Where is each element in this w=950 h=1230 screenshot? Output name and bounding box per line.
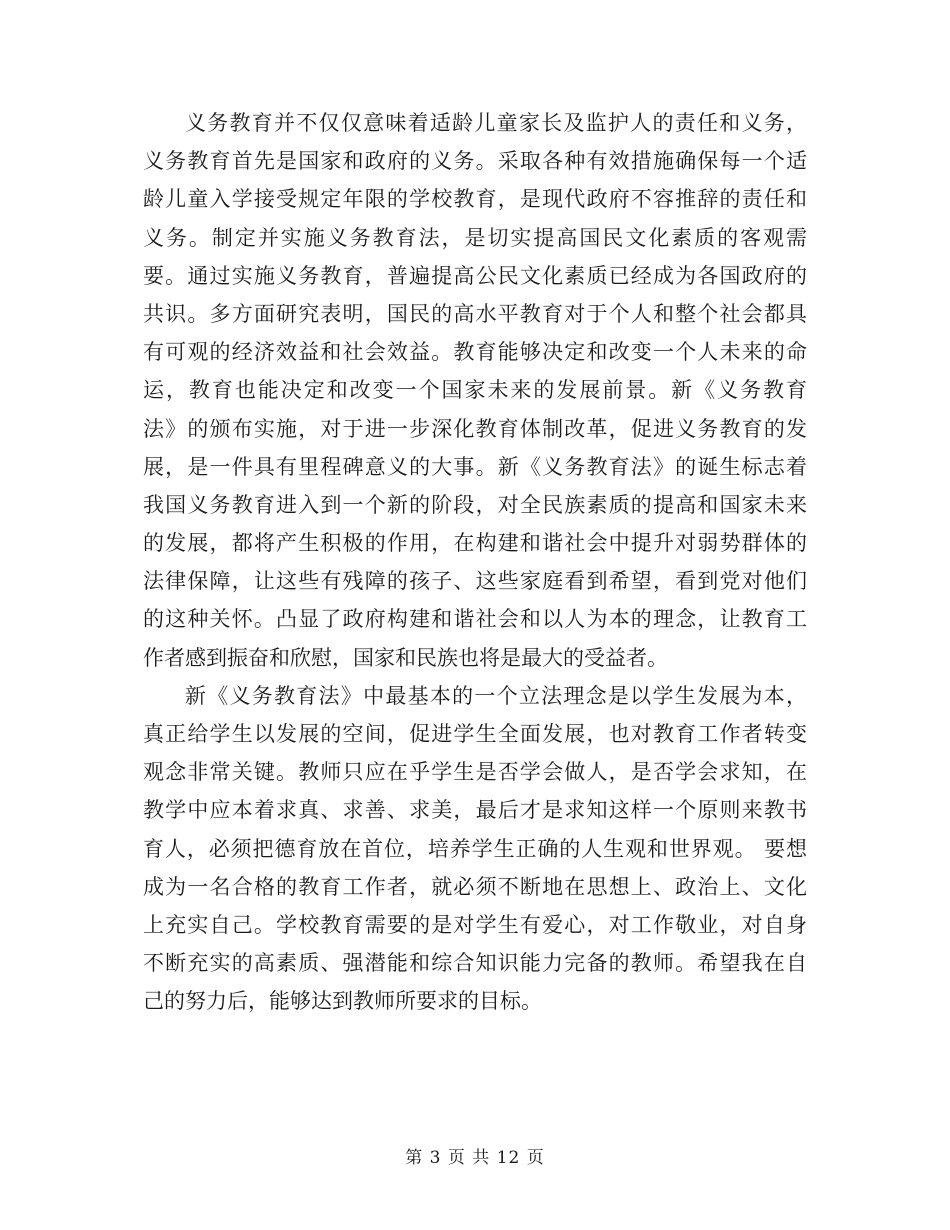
paragraph-1-line-7: 有可观的经济效益和社会效益。教育能够决定和改变一个人未来的命 <box>143 340 807 365</box>
paragraph-1-line-15: 作者感到振奋和欣慰，国家和民族也将是最大的受益者。 <box>143 645 668 670</box>
paragraph-2-line-6: 成为一名合格的教育工作者，就必须不断地在思想上、政治上、文化 <box>143 874 807 899</box>
paragraph-1-line-8: 运，教育也能决定和改变一个国家未来的发展前景。新《义务教育 <box>143 378 807 403</box>
paragraph-1-line-5: 要。通过实施义务教育，普遍提高公民文化素质已经成为各国政府的 <box>143 263 807 288</box>
paragraph-2-line-2: 真正给学生以发展的空间，促进学生全面发展，也对教育工作者转变 <box>143 722 807 746</box>
paragraph-1-line-9: 法》的颁布实施，对于进一步深化教育体制改革，促进义务教育的发 <box>143 416 807 441</box>
paragraph-2-line-5: 育人，必须把德育放在首位，培养学生正确的人生观和世界观。 要想 <box>143 836 807 861</box>
page-footer-number: 第 3 页 共 12 页 <box>405 1148 545 1168</box>
body-text <box>143 104 807 1021</box>
paragraph-2-line-3: 观念非常关键。教师只应在乎学生是否学会做人，是否学会求知，在 <box>143 760 807 785</box>
paragraph-2-line-7: 上充实自己。学校教育需要的是对学生有爱心，对工作敬业，对自身 <box>143 912 807 937</box>
paragraph-1-line-14: 的这种关怀。凸显了政府构建和谐社会和以人为本的理念，让教育工 <box>143 607 807 632</box>
paragraph-2-line-4: 教学中应本着求真、求善、求美，最后才是求知这样一个原则来教书 <box>143 798 807 823</box>
paragraph-1-line-4: 义务。制定并实施义务教育法，是切实提高国民文化素质的客观需 <box>143 225 807 250</box>
paragraph-1-line-2: 义务教育首先是国家和政府的义务。采取各种有效措施确保每一个适 <box>143 149 807 174</box>
paragraph-1-line-10: 展，是一件具有里程碑意义的大事。新《义务教育法》的诞生标志着 <box>143 454 807 479</box>
paragraph-1-line-3: 龄儿童入学接受规定年限的学校教育，是现代政府不容推辞的责任和 <box>143 187 807 212</box>
paragraph-1-line-12: 的发展，都将产生积极的作用，在构建和谐社会中提升对弱势群体的 <box>143 531 807 556</box>
paragraph-2-line-1: 新《义务教育法》中最基本的一个立法理念是以学生发展为本， <box>185 683 807 708</box>
paragraph-1-line-13: 法律保障，让这些有残障的孩子、这些家庭看到希望，看到党对他们 <box>143 569 807 594</box>
paragraph-1-line-1: 义务教育并不仅仅意味着适龄儿童家长及监护人的责任和义务， <box>185 111 807 135</box>
paragraph-2-line-9: 己的努力后，能够达到教师所要求的目标。 <box>143 989 542 1014</box>
paragraph-1-line-6: 共识。多方面研究表明，国民的高水平教育对于个人和整个社会都具 <box>143 301 807 326</box>
paragraph-1-line-11: 我国义务教育进入到一个新的阶段，对全民族素质的提高和国家未来 <box>143 492 807 517</box>
paragraph-2-line-8: 不断充实的高素质、强潜能和综合知识能力完备的教师。希望我在自 <box>143 951 807 976</box>
